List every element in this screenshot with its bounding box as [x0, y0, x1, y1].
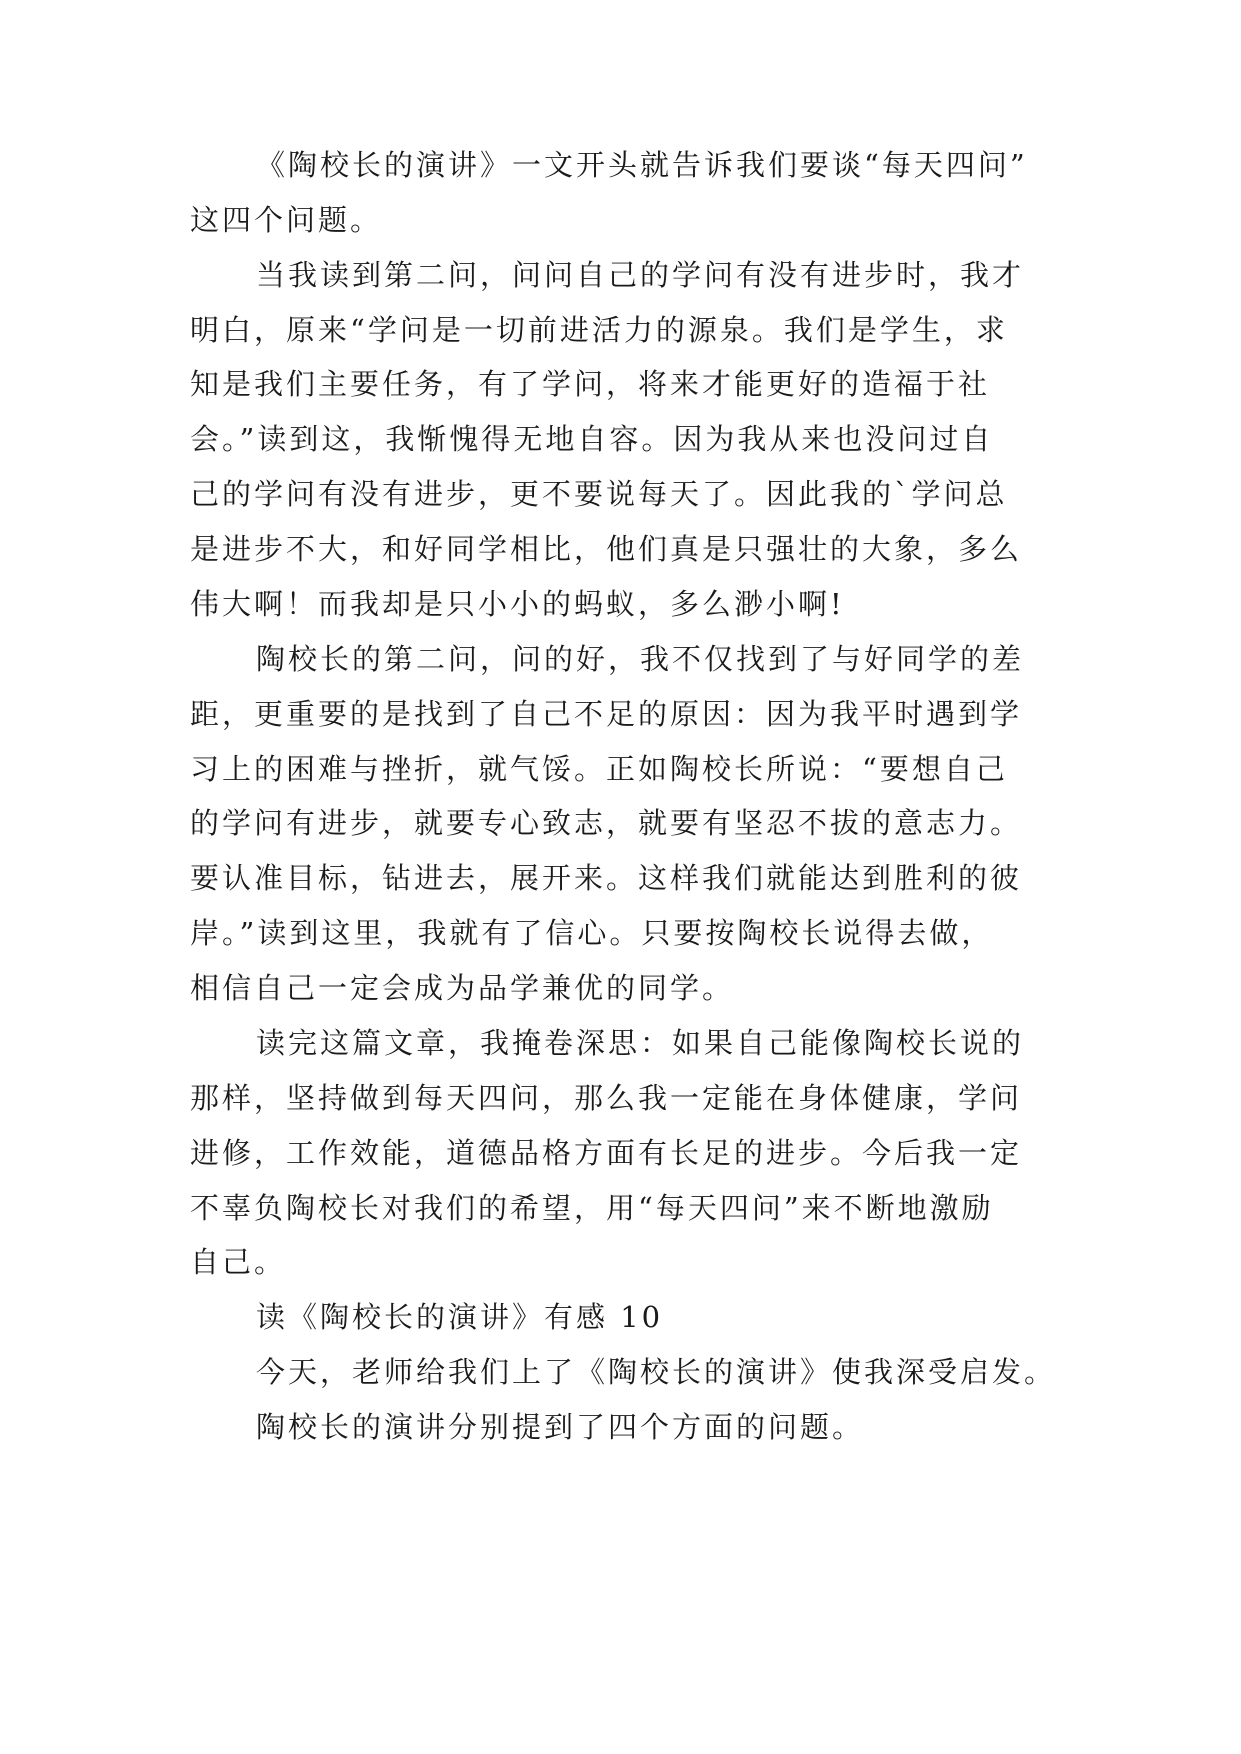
paragraph-4-line-1: 读完这篇文章，我掩卷深思：如果自己能像陶校长说的: [256, 1026, 1025, 1060]
paragraph-2-line-6: 是进步不大，和好同学相比，他们真是只强壮的大象，多么: [190, 532, 1023, 566]
section-title: 读《陶校长的演讲》有感 10: [256, 1300, 664, 1334]
paragraph-3-line-6: 岸。”读到这里，我就有了信心。只要按陶校长说得去做，: [190, 916, 994, 950]
paragraph-3-line-1: 陶校长的第二问，问的好，我不仅找到了与好同学的差: [256, 642, 1025, 676]
paragraph-2-line-7: 伟大啊！而我却是只小小的蚂蚁，多么渺小啊!: [190, 587, 845, 621]
paragraph-2-line-1: 当我读到第二问，问问自己的学问有没有进步时，我才: [256, 258, 1025, 292]
paragraph-1-line-1: 《陶校长的演讲》一文开头就告诉我们要谈“每天四问”: [256, 148, 1028, 182]
paragraph-3-line-4: 的学问有进步，就要专心致志，就要有坚忍不拔的意志力。: [190, 806, 1023, 840]
paragraph-3-line-5: 要认准目标，钻进去，展开来。这样我们就能达到胜利的彼: [190, 861, 1023, 895]
paragraph-3-line-2: 距，更重要的是找到了自己不足的原因：因为我平时遇到学: [190, 697, 1023, 731]
paragraph-2-line-3: 知是我们主要任务，有了学问，将来才能更好的造福于社: [190, 367, 991, 401]
paragraph-4-line-5: 自己。: [190, 1245, 287, 1279]
paragraph-1-line-2: 这四个问题。: [190, 203, 383, 237]
paragraph-4-line-4: 不辜负陶校长对我们的希望，用“每天四问”来不断地激励: [190, 1191, 994, 1225]
tail-line-1: 今天，老师给我们上了《陶校长的演讲》使我深受启发。: [256, 1355, 1057, 1389]
paragraph-2-line-4: 会。”读到这，我惭愧得无地自容。因为我从来也没问过自: [190, 422, 994, 456]
paragraph-4-line-3: 进修，工作效能，道德品格方面有长足的进步。今后我一定: [190, 1136, 1023, 1170]
paragraph-2-line-2: 明白，原来“学问是一切前进活力的源泉。我们是学生，求: [190, 313, 1008, 347]
paragraph-3-line-3: 习上的困难与挫折，就气馁。正如陶校长所说：“要想自己: [190, 752, 1008, 786]
tail-line-2: 陶校长的演讲分别提到了四个方面的问题。: [256, 1410, 865, 1444]
paragraph-2-line-5: 己的学问有没有进步，更不要说每天了。因此我的`学问总: [190, 477, 1008, 511]
paragraph-4-line-2: 那样，坚持做到每天四问，那么我一定能在身体健康，学问: [190, 1081, 1023, 1115]
paragraph-3-line-7: 相信自己一定会成为品学兼优的同学。: [190, 971, 735, 1005]
